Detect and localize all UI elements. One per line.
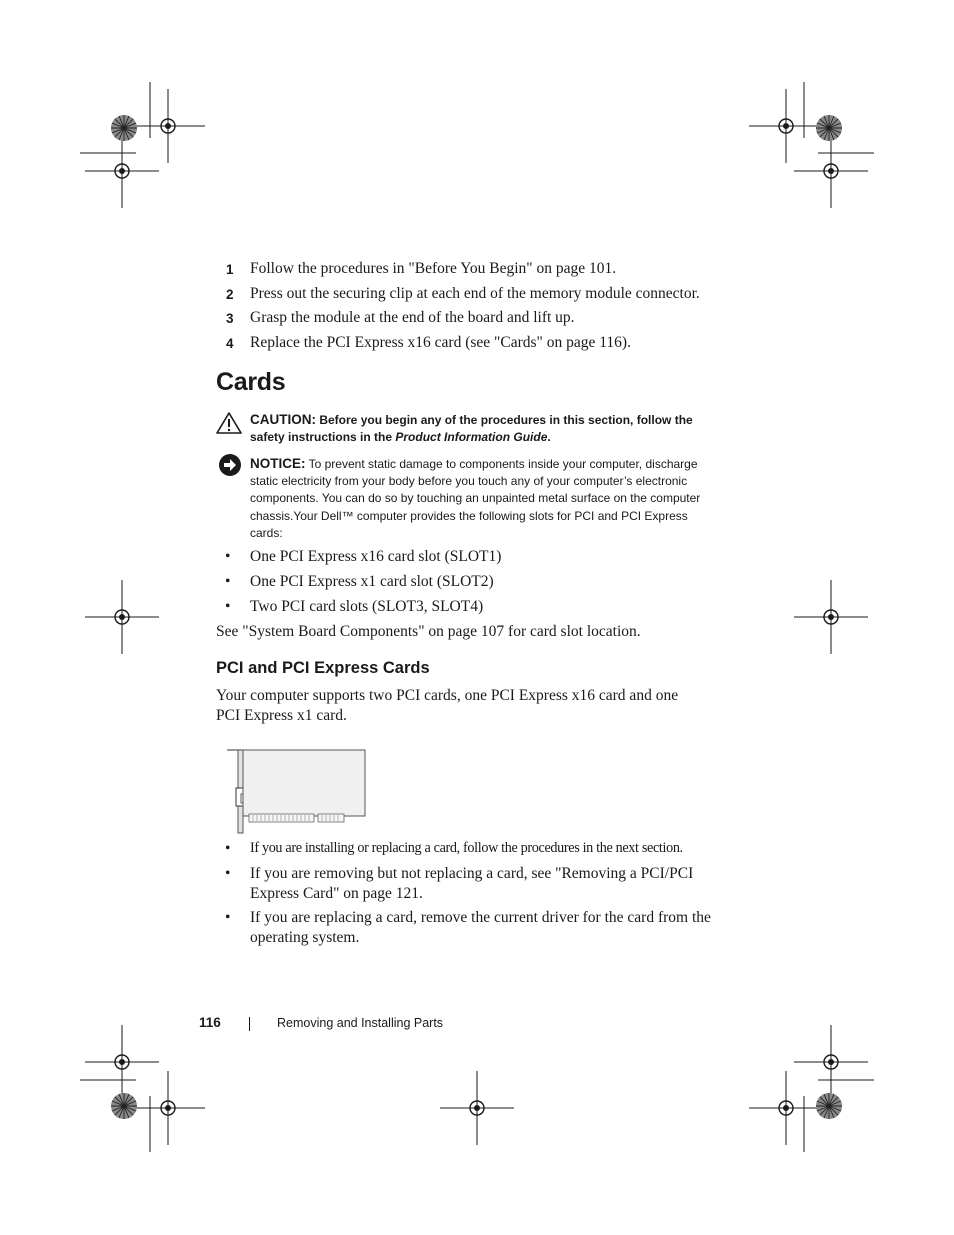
step-number: 3: [226, 311, 234, 326]
footer-divider: [249, 1017, 250, 1031]
notice-icon: [218, 453, 242, 477]
step-number: 2: [226, 287, 234, 302]
slot-location-paragraph: See "System Board Components" on page 107 for card slot location.: [216, 623, 641, 640]
section-title: Cards: [216, 368, 286, 396]
bullet-dot: •: [225, 548, 231, 565]
bullet-dot: •: [225, 840, 231, 857]
caution-note: [250, 411, 720, 446]
caution-text: Before you begin any of the procedures in this section, follow the safety instructions in the: [250, 413, 693, 445]
list-item-text: One PCI Express x1 card slot (SLOT2): [250, 573, 494, 590]
supports-paragraph: Your computer supports two PCI cards, one PCI Express x16 card and one PCI Express x1 card.: [216, 687, 679, 724]
list-item-text: If you are installing or replacing a card, follow the procedures in the next section.: [250, 840, 683, 856]
step-text: Replace the PCI Express x16 card (see "Cards" on page 116).: [250, 334, 631, 351]
footer-section-title: Removing and Installing Parts: [277, 1016, 444, 1030]
notice-text: To prevent static damage to components inside your computer, discharge static electricity from your body before you touch any of your computer’s electronic components. You can do so by touching an unpainted metal surface on the computer chassis.Your Dell™ computer provides the following slots for PCI and PCI Express cards:: [250, 457, 701, 540]
caution-label: CAUTION:: [250, 412, 316, 427]
list-item-text: Two PCI card slots (SLOT3, SLOT4): [250, 598, 484, 615]
notice-label: NOTICE:: [250, 456, 306, 471]
step-number: 1: [226, 262, 234, 277]
step-text: Follow the procedures in "Before You Begin" on page 101.: [250, 260, 617, 277]
bullet-dot: •: [225, 909, 231, 926]
bullet-dot: •: [225, 598, 231, 615]
step-number: 4: [226, 336, 234, 351]
page-number: 116: [199, 1015, 221, 1030]
bullet-dot: •: [225, 573, 231, 590]
step-text: Grasp the module at the end of the board and lift up.: [250, 309, 575, 326]
list-item-text: If you are replacing a card, remove the current driver for the card from the operating system.: [250, 909, 711, 946]
caution-icon: [216, 412, 242, 434]
caution-guide-title: Product Information Guide: [395, 430, 548, 445]
list-item-text: One PCI Express x16 card slot (SLOT1): [250, 548, 502, 565]
list-item-text: If you are removing but not replacing a card, see "Removing a PCI/PCI Express Card" on page 121.: [250, 865, 694, 902]
caution-end: .: [547, 430, 551, 445]
pci-card-illustration: [226, 746, 371, 836]
notice-note: [250, 455, 720, 542]
subsection-title: PCI and PCI Express Cards: [216, 659, 430, 677]
step-text: Press out the securing clip at each end of the memory module connector.: [250, 285, 700, 302]
bullet-dot: •: [225, 865, 231, 882]
